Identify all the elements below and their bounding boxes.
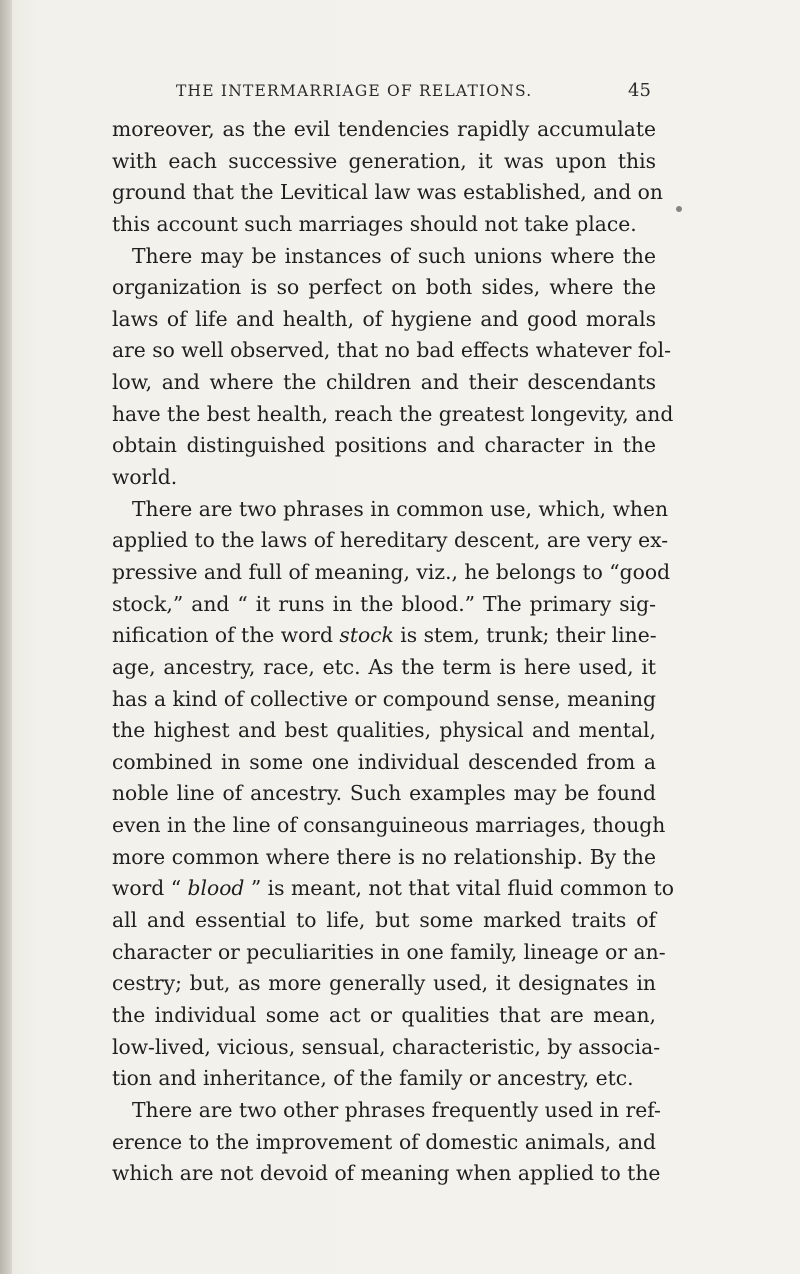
text-line: combined in some one individual descended from a (112, 749, 656, 774)
text-line: even in the line of consanguineous marriages, though (112, 813, 666, 838)
text-line: which are not devoid of meaning when applied to the (112, 1161, 661, 1186)
italic-word: stock (339, 623, 394, 648)
text-line: the highest and best qualities, physical and mental, (112, 718, 656, 743)
text-line: organization is so perfect on both sides, where the (112, 275, 656, 300)
page-binding-edge (0, 0, 12, 1274)
text-line: There are two other phrases frequently used in ref- (132, 1097, 661, 1122)
text-line: character or peculiarities in one family, lineage or an- (112, 939, 666, 964)
text-line: erence to the improvement of domestic animals, and (112, 1129, 656, 1154)
text-line: tion and inheritance, of the family or ancestry, etc. (112, 1066, 634, 1091)
ink-spot-mark (676, 206, 682, 212)
text-line: obtain distinguished positions and character in the (112, 433, 656, 458)
body-text (112, 114, 674, 1190)
italic-word: blood (187, 876, 245, 901)
text-line: ground that the Levitical law was established, and on (112, 180, 663, 205)
text-line: world. (112, 465, 178, 490)
text-line: pressive and full of meaning, viz., he belongs to “good (112, 559, 671, 584)
text-line: stock,” and “ it runs in the blood.” The primary sig- (112, 591, 656, 616)
text-line: laws of life and health, of hygiene and good morals (112, 306, 656, 331)
text-line: age, ancestry, race, etc. As the term is here used, it (112, 654, 656, 679)
text-line: has a kind of collective or compound sense, meaning (112, 686, 657, 711)
text-line: low, and where the children and their descendants (112, 370, 656, 395)
text-line: moreover, as the evil tendencies rapidly accumulate (112, 117, 656, 141)
page-number: 45 (628, 80, 651, 101)
text-line: applied to the laws of hereditary descent, are very ex- (112, 528, 669, 553)
text-line: nification of the word stock is stem, trunk; their line- (112, 623, 657, 648)
text-line: with each successive generation, it was upon this (112, 148, 656, 173)
text-line: have the best health, reach the greatest longevity, and (112, 401, 674, 426)
text-line: cestry; but, as more generally used, it designates in (112, 971, 656, 996)
text-line: There are two phrases in common use, which, when (132, 496, 669, 521)
text-line: the individual some act or qualities that are mean, (112, 1002, 656, 1027)
text-line: are so well observed, that no bad effects whatever fol- (112, 338, 671, 363)
text-line: more common where there is no relationship. By the (112, 844, 656, 869)
running-head: THE INTERMARRIAGE OF RELATIONS. (176, 82, 533, 100)
text-line: There may be instances of such unions where the (132, 243, 656, 268)
text-line: word “ blood ” is meant, not that vital fluid common to (112, 876, 674, 901)
text-line: low-lived, vicious, sensual, characteristic, by associa- (112, 1034, 661, 1059)
text-line: noble line of ancestry. Such examples may be found (112, 781, 656, 806)
text-line: all and essential to life, but some marked traits of (112, 908, 656, 933)
text-line: this account such marriages should not take place. (112, 211, 637, 236)
